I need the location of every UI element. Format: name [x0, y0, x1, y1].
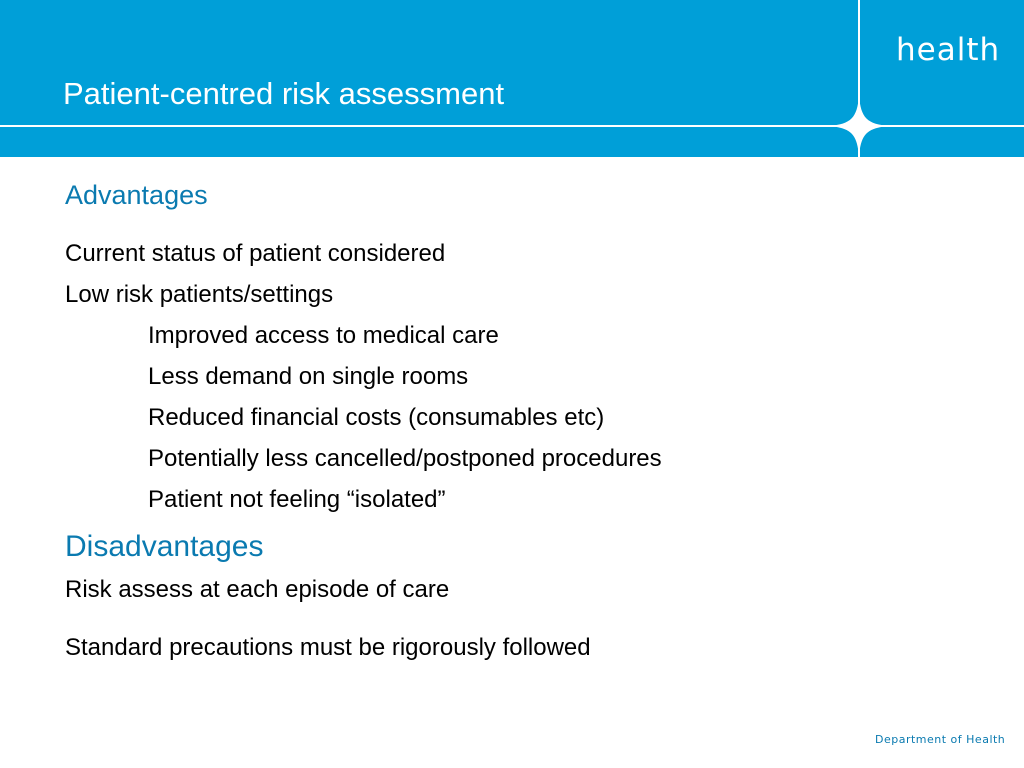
- list-sub-item: Potentially less cancelled/postponed procedures: [148, 445, 662, 472]
- department-logo: Department of Health: [875, 733, 1006, 746]
- page-title: Patient-centred risk assessment: [63, 76, 505, 111]
- star-icon: [829, 96, 889, 156]
- list-item: Risk assess at each episode of care: [65, 576, 450, 603]
- advantages-heading: Advantages: [65, 180, 208, 210]
- list-sub-item: Patient not feeling “isolated”: [148, 486, 446, 513]
- list-sub-item: Improved access to medical care: [148, 322, 499, 349]
- list-item: Standard precautions must be rigorously followed: [65, 634, 591, 661]
- list-sub-item: Reduced financial costs (consumables etc): [148, 404, 605, 431]
- list-item: Low risk patients/settings: [65, 281, 334, 308]
- brand-logo-text: health: [896, 32, 1001, 68]
- list-sub-item: Less demand on single rooms: [148, 363, 469, 390]
- list-item: Current status of patient considered: [65, 240, 446, 267]
- disadvantages-heading: Disadvantages: [65, 530, 264, 563]
